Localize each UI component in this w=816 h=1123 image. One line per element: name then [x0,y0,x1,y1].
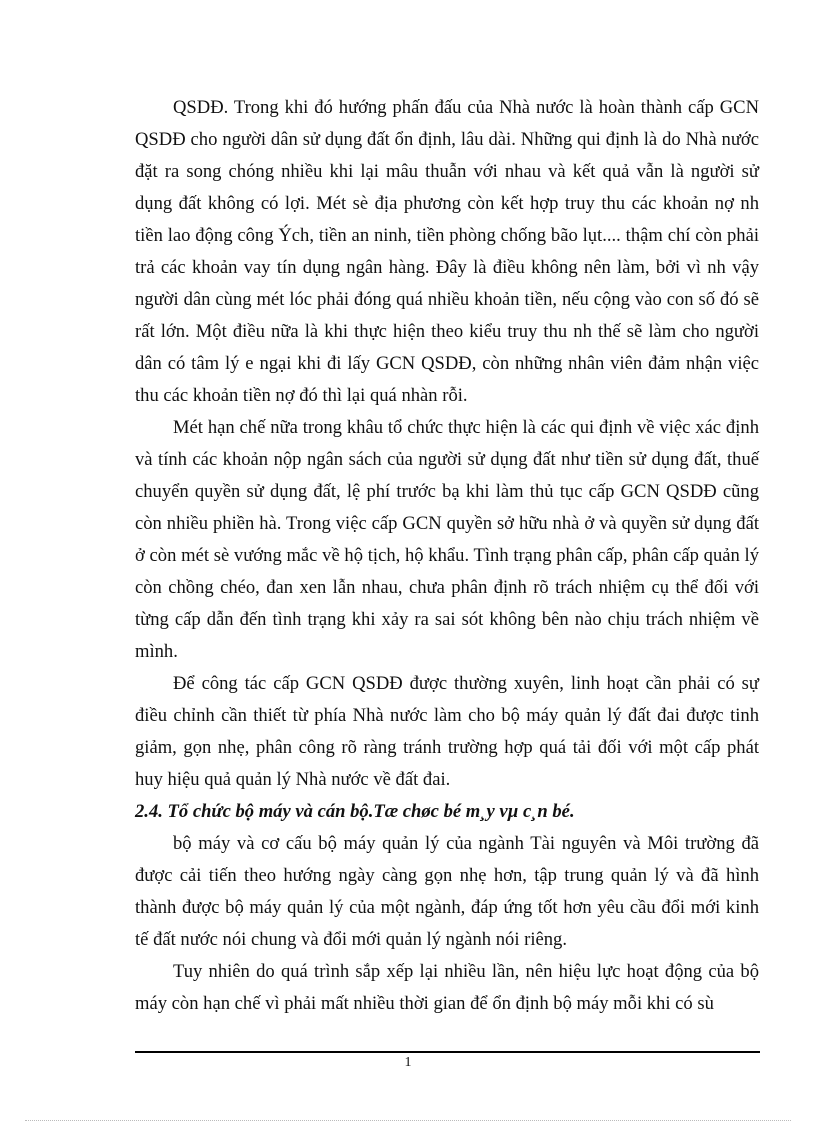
paragraph: Mét hạn chế nữa trong khâu tổ chức thực hiện là các qui định về việc xác định và tính các khoản nộp ngân sách của người sử dụng đất như tiền sử dụng đất, thuế chuyển quyền sử dụng đất, lệ phí trước bạ khi làm thủ tục cấp GCN QSDĐ cũng còn nhiều phiền hà. Trong việc cấp GCN quyền sở hữu nhà ở và quyền sử dụng đất ở còn mét sè vướng mắc về hộ tịch, hộ khẩu. Tình trạng phân cấp, phân cấp quản lý còn chồng chéo, đan xen lẫn nhau, chưa phân định rõ trách nhiệm cụ thể đối với từng cấp dẫn đến tình trạng khi xảy ra sai sót không bên nào chịu trách nhiệm về mình. [135,417,759,662]
section-heading: 2.4. Tổ chức bộ máy và cán bộ.Tæ chøc bé m¸y vµ c¸n bé. [135,801,575,822]
paragraph: Để công tác cấp GCN QSDĐ được thường xuyên, linh hoạt cần phải có sự điều chỉnh cần thiết từ phía Nhà nước làm cho bộ máy quản lý đất đai được tinh giảm, gọn nhẹ, phân công rõ ràng tránh trường hợp quá tải đối với một cấp phát huy hiệu quả quản lý Nhà nước về đất đai. [135,673,759,790]
paragraph: bộ máy và cơ cấu bộ máy quản lý của ngành Tài nguyên và Môi trường đã được cải tiến theo hướng ngày càng gọn nhẹ hơn, tập trung quản lý và đã hình thành được bộ máy quản lý của một ngành, đáp ứng tốt hơn yêu cầu đổi mới kinh tế đất nước nói chung và đổi mới quản lý ngành nói riêng. [135,833,759,950]
footer-rule [135,1051,760,1053]
paragraph: QSDĐ. Trong khi đó hướng phấn đấu của Nhà nước là hoàn thành cấp GCN QSDĐ cho người dân sử dụng đất ổn định, lâu dài. Những qui định là do Nhà nước đặt ra song chóng nhiều khi lại mâu thuẫn với nhau và kết quả vẫn là người sử dụng đất không có lợi. Mét sè địa phương còn kết hợp truy thu các khoản nợ nh tiền lao động công Ých, tiền an ninh, tiền phòng chống bão lụt.... thậm chí còn phải trả các khoản vay tín dụng ngân hàng. Đây là điều không nên làm, bởi vì nh vậy người dân cùng mét lóc phải đóng quá nhiều khoản tiền, nếu cộng vào con số đó sẽ rất lớn. Một điều nữa là khi thực hiện theo kiểu truy thu nh thế sẽ làm cho người dân có tâm lý e ngại khi đi lấy GCN QSDĐ, còn những nhân viên đảm nhận việc thu các khoản tiền nợ đó thì lại quá nhàn rỗi. [135,97,759,406]
page-number: 1 [404,1055,412,1070]
paragraph: Tuy nhiên do quá trình sắp xếp lại nhiều lần, nên hiệu lực hoạt động của bộ máy còn hạn chế vì phải mất nhiều thời gian để ổn định bộ máy mỗi khi có sù [135,961,759,1014]
body-text [135,92,759,1020]
page-bottom-border [25,1120,791,1121]
